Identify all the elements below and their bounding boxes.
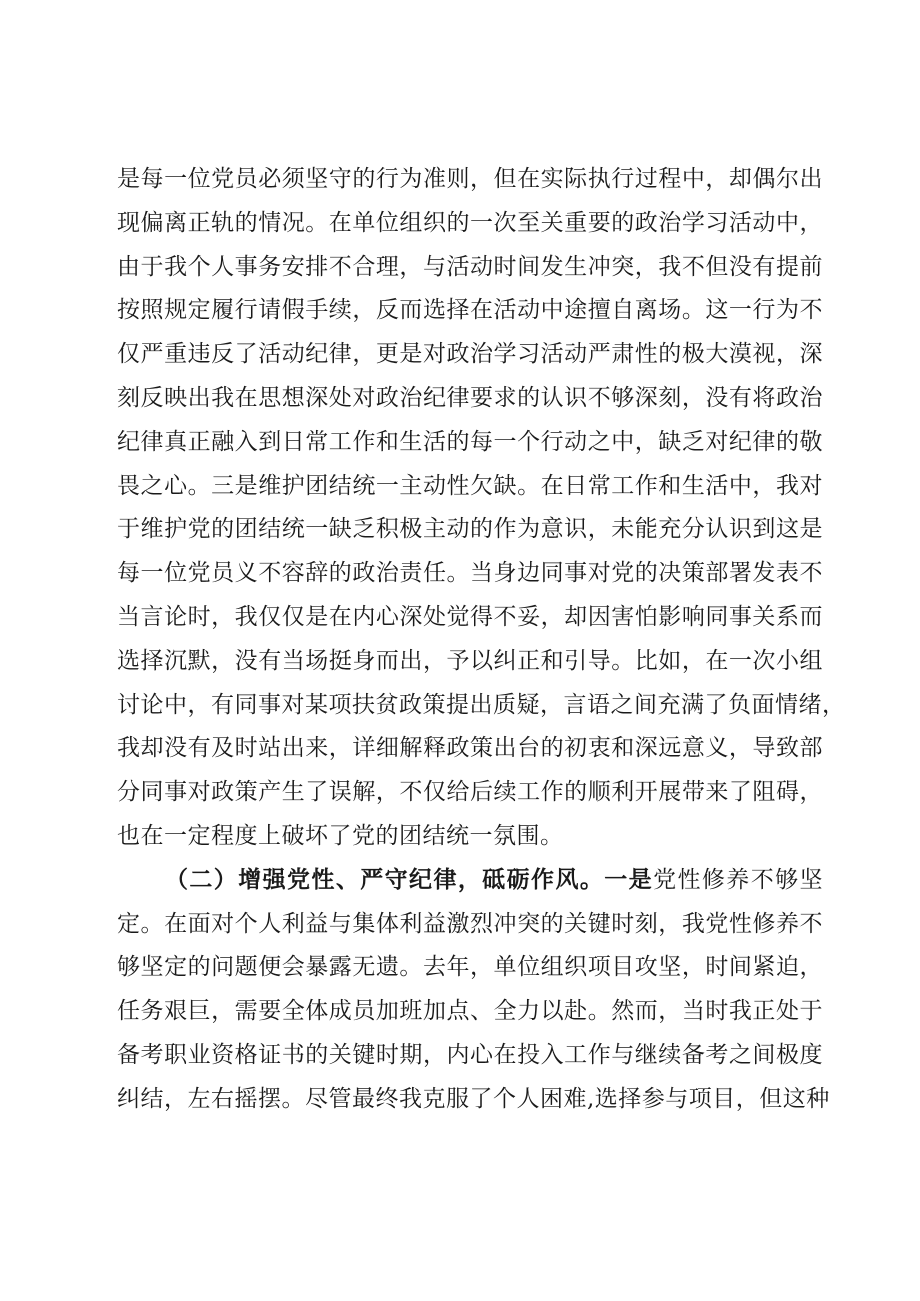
section-heading: （二）增强党性、严守纪律，砥砺作风。一是: [165, 866, 654, 893]
body-line: 纪律真正融入到日常工作和生活的每一个行动之中，缺乏对纪律的敬: [117, 429, 823, 455]
body-line: 我却没有及时站出来，详细解释政策出台的初衷和深远意义，导致部: [117, 735, 823, 761]
body-line: 现偏离正轨的情况。在单位组织的一次至关重要的政治学习活动中，: [117, 210, 823, 236]
body-line: 于维护党的团结统一缺乏积极主动的作为意识，未能充分认识到这是: [117, 516, 823, 542]
body-line: 畏之心。三是维护团结统一主动性欠缺。在日常工作和生活中，我对: [117, 473, 823, 499]
body-line: 定。在面对个人利益与集体利益激烈冲突的关键时刻，我党性修养不: [117, 911, 823, 937]
section-heading-rest: 党性修养不够坚: [653, 867, 824, 893]
body-line: 备考职业资格证书的关键时期，内心在投入工作与继续备考之间极度: [117, 1042, 823, 1068]
body-line: 由于我个人事务安排不合理，与活动时间发生冲突，我不但没有提前: [117, 254, 823, 280]
body-line: 当言论时，我仅仅是在内心深处觉得不妥，却因害怕影响同事关系而: [117, 604, 823, 630]
body-line: 也在一定程度上破坏了党的团结统一氛围。: [117, 823, 564, 849]
section-heading-line: [165, 860, 823, 900]
body-line: 仅严重违反了活动纪律，更是对政治学习活动严肃性的极大漠视，深: [117, 341, 823, 367]
body-line: 按照规定履行请假手续，反而选择在活动中途擅自离场。这一行为不: [117, 297, 823, 323]
body-line: 纠结，左右摇摆。尽管最终我克服了个人困难,选择参与项目，但这种: [117, 1086, 830, 1112]
body-line: 刻反映出我在思想深处对政治纪律要求的认识不够深刻，没有将政治: [117, 385, 823, 411]
body-line: 是每一位党员必须坚守的行为准则，但在实际执行过程中，却偶尔出: [117, 166, 823, 192]
body-line: 分同事对政策产生了误解，不仅给后续工作的顺利开展带来了阻碍，: [117, 779, 823, 805]
body-line: 任务艰巨，需要全体成员加班加点、全力以赴。然而，当时我正处于: [117, 998, 823, 1024]
body-line: 每一位党员义不容辞的政治责任。当身边同事对党的决策部署发表不: [117, 560, 823, 586]
body-line: 选择沉默，没有当场挺身而出，予以纠正和引导。比如，在一次小组: [117, 648, 823, 674]
body-line: 讨论中，有同事对某项扶贫政策提出质疑，言语之间充满了负面情绪，: [117, 692, 846, 718]
body-line: 够坚定的问题便会暴露无遗。去年，单位组织项目攻坚，时间紧迫，: [117, 954, 823, 980]
